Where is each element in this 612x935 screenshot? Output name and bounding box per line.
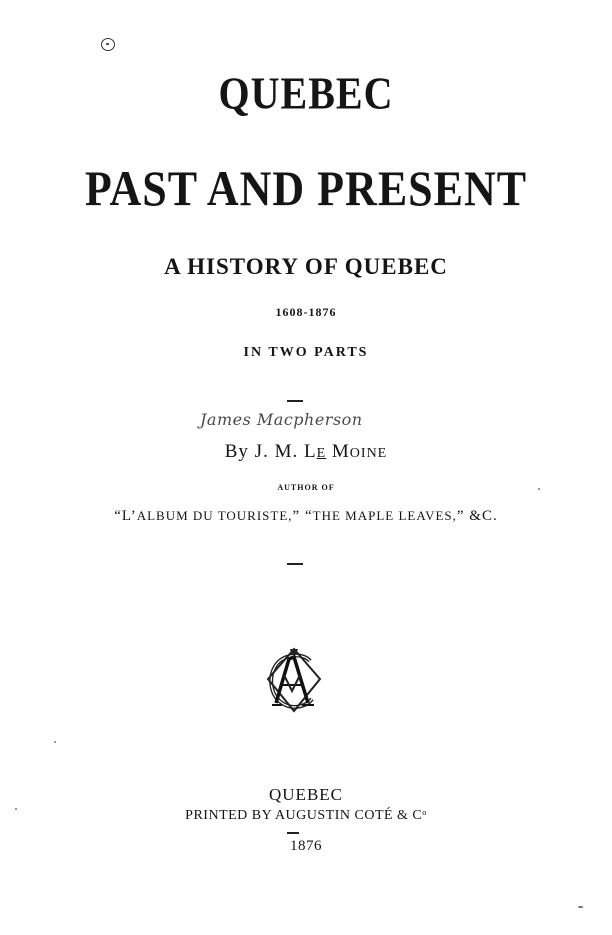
- imprint-city: QUEBEC: [269, 785, 343, 804]
- author-by: By J. M. L: [224, 441, 317, 462]
- paper-speck: [54, 741, 56, 743]
- author-of-label: AUTHOR OF: [277, 483, 335, 492]
- divider-imprint: [287, 832, 299, 834]
- handwritten-signature: James Macpherson: [200, 410, 363, 429]
- work1-title: ALBUM DU TOURISTE,: [136, 508, 293, 523]
- paper-speck: [538, 488, 540, 490]
- works-line: [0, 508, 612, 525]
- divider-top: [287, 400, 303, 402]
- dates: 1608-1876: [275, 305, 337, 319]
- quote-open-1: “: [114, 508, 122, 524]
- author-smallcaps-2: OINE: [349, 446, 388, 461]
- imprint-year: 1876: [290, 838, 322, 854]
- printer-monogram-icon: [262, 645, 326, 717]
- parts-note: IN TWO PARTS: [243, 345, 369, 360]
- author-smallcaps-1: E: [316, 446, 327, 461]
- divider-bottom: [287, 563, 303, 565]
- imprint-printer: PRINTED BY AUGUSTIN COTÉ & Cᵒ: [185, 808, 427, 823]
- subtitle: A HISTORY OF QUEBEC: [164, 254, 448, 279]
- etc: &C.: [469, 508, 498, 524]
- work2-title: THE MAPLE LEAVES,: [312, 508, 457, 523]
- quote-close-2: ”: [456, 508, 470, 524]
- work1-prefix: L’: [121, 508, 137, 524]
- circle-mark-icon: [101, 38, 115, 51]
- quote-open-2: “: [304, 508, 313, 524]
- paper-speck: [15, 808, 17, 810]
- quote-close-1: ”: [292, 508, 305, 524]
- title-line-2: PAST AND PRESENT: [84, 161, 528, 216]
- paper-speck: [578, 906, 583, 908]
- title-line-1: QUEBEC: [218, 67, 394, 119]
- author-initial: M: [331, 441, 350, 462]
- author-line: [0, 441, 612, 463]
